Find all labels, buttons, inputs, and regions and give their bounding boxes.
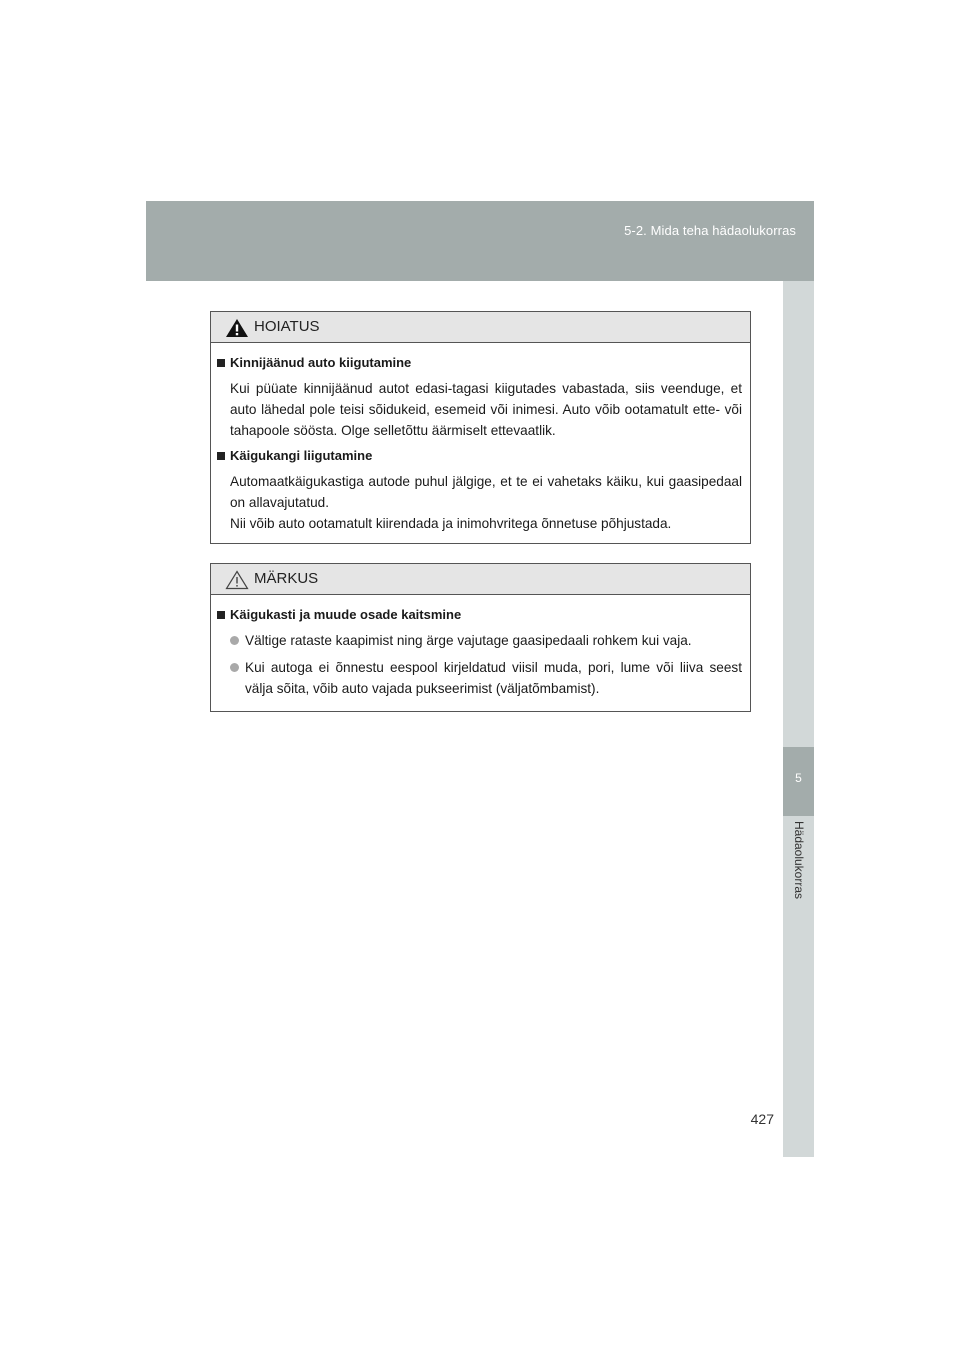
square-bullet-icon [217, 611, 225, 619]
round-bullet-icon [230, 663, 239, 672]
chapter-label: Hädaolukorras [792, 820, 806, 900]
warning-box-body [211, 343, 750, 534]
section-heading-text: Käigukangi liigutamine [230, 448, 373, 463]
section-heading [217, 606, 742, 624]
side-strip [783, 281, 814, 1157]
list-item-text: Vältige rataste kaapimist ning ärge vajutage gaasipedaali rohkem kui vaja. [245, 633, 692, 648]
square-bullet-icon [217, 452, 225, 460]
notice-box-body [211, 595, 750, 699]
warning-triangle-filled-icon [225, 318, 249, 338]
warning-box-title: HOIATUS [254, 318, 320, 335]
notice-box-title: MÄRKUS [254, 570, 319, 587]
warning-box [210, 311, 751, 544]
section-heading [217, 354, 742, 372]
page-number: 427 [750, 1111, 774, 1127]
notice-box-header [211, 564, 750, 595]
section-heading-text: Käigukasti ja muude osade kaitsmine [230, 607, 462, 622]
list-item [230, 630, 742, 651]
list-item-text: Kui autoga ei õnnestu eespool kirjeldatud viisil muda, pori, lume või liiva seest välja sõita, võib auto vajada pukseerimist (väljatõmbamist). [245, 660, 742, 696]
header-band [146, 201, 814, 281]
round-bullet-icon [230, 636, 239, 645]
paragraph: Kui püüate kinnijäänud autot edasi-tagasi kiigutades vabastada, siis veenduge, et auto lähedal pole teisi sõidukeid, esemeid või inimesi. Auto võib ootamatult ette- või tahapoole söösta. Olge selletõttu äärmiselt ettevaatlik. [230, 381, 742, 438]
paragraph: Automaatkäigukastiga autode puhul jälgige, et te ei vahetaks käiku, kui gaasipedaal on allavajutatud. [230, 474, 742, 510]
square-bullet-icon [217, 359, 225, 367]
section-body [230, 378, 742, 441]
list-item [230, 657, 742, 699]
section-heading [217, 447, 742, 465]
section-title: 5-2. Mida teha hädaolukorras [624, 223, 796, 238]
notice-box [210, 563, 751, 712]
chapter-number: 5 [795, 771, 802, 785]
warning-box-header [211, 312, 750, 343]
chapter-tab [783, 747, 814, 816]
paragraph: Nii võib auto ootamatult kiirendada ja inimohvritega õnnetuse põhjustada. [230, 516, 672, 531]
warning-triangle-outline-icon [225, 570, 249, 590]
section-body [230, 471, 742, 534]
section-heading-text: Kinnijäänud auto kiigutamine [230, 355, 412, 370]
